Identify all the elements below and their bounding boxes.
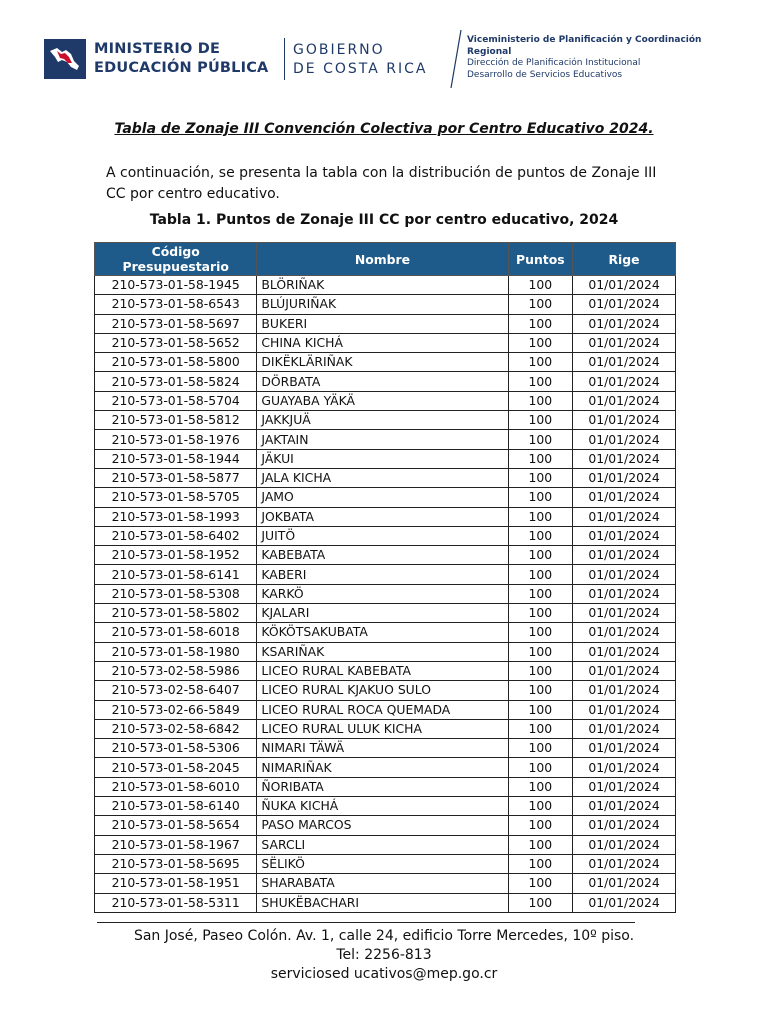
cell-rige: 01/01/2024: [573, 372, 676, 391]
cell-points: 100: [508, 777, 573, 796]
cell-name: SËLIKÖ: [257, 854, 508, 873]
table-row: [95, 468, 676, 487]
cell-points: 100: [508, 797, 573, 816]
table-row: [95, 758, 676, 777]
cell-name: ÑORIBATA: [257, 777, 508, 796]
cell-name: PASO MARCOS: [257, 816, 508, 835]
table-row: [95, 854, 676, 873]
cell-rige: 01/01/2024: [573, 411, 676, 430]
slanted-divider: [447, 28, 463, 90]
cell-rige: 01/01/2024: [573, 797, 676, 816]
cell-code: 210-573-01-58-1945: [95, 276, 257, 295]
cell-code: 210-573-01-58-5824: [95, 372, 257, 391]
cell-rige: 01/01/2024: [573, 719, 676, 738]
cell-name: DÖRBATA: [257, 372, 508, 391]
cell-rige: 01/01/2024: [573, 276, 676, 295]
ministry-name-line1: MINISTERIO DE: [94, 41, 221, 57]
cell-rige: 01/01/2024: [573, 391, 676, 410]
footer: [0, 927, 768, 984]
cell-points: 100: [508, 661, 573, 680]
table-row: [95, 739, 676, 758]
table-row: [95, 507, 676, 526]
cell-rige: 01/01/2024: [573, 893, 676, 912]
cell-rige: 01/01/2024: [573, 816, 676, 835]
cell-name: KJALARI: [257, 604, 508, 623]
table-row: [95, 546, 676, 565]
cell-code: 210-573-01-58-1952: [95, 546, 257, 565]
cell-points: 100: [508, 372, 573, 391]
cell-name: KABERI: [257, 565, 508, 584]
cell-points: 100: [508, 449, 573, 468]
cell-name: ÑUKA KICHÁ: [257, 797, 508, 816]
cell-rige: 01/01/2024: [573, 488, 676, 507]
cell-name: JALA KICHA: [257, 468, 508, 487]
table-row: [95, 276, 676, 295]
cell-name: BLÖRIÑAK: [257, 276, 508, 295]
cell-code: 210-573-01-58-5704: [95, 391, 257, 410]
table-row: [95, 797, 676, 816]
cell-rige: 01/01/2024: [573, 681, 676, 700]
cell-code: 210-573-01-58-2045: [95, 758, 257, 777]
cell-code: 210-573-01-58-5877: [95, 468, 257, 487]
table-row: [95, 391, 676, 410]
cell-rige: 01/01/2024: [573, 430, 676, 449]
cell-rige: 01/01/2024: [573, 623, 676, 642]
ministry-name: [94, 40, 268, 78]
cell-code: 210-573-01-58-1967: [95, 835, 257, 854]
letterhead: [0, 0, 768, 95]
cell-name: BLÚJURIÑAK: [257, 295, 508, 314]
cell-points: 100: [508, 546, 573, 565]
cell-code: 210-573-01-58-6140: [95, 797, 257, 816]
cell-rige: 01/01/2024: [573, 661, 676, 680]
table-row: [95, 411, 676, 430]
cell-name: LICEO RURAL KABEBATA: [257, 661, 508, 680]
cell-code: 210-573-01-58-5308: [95, 584, 257, 603]
cell-name: DIKËKLÄRIÑAK: [257, 353, 508, 372]
intro-paragraph: A continuación, se presenta la tabla con la distribución de puntos de Zonaje III CC por centro educativo.: [106, 165, 657, 202]
government-name-line1: GOBIERNO: [293, 42, 385, 58]
cell-points: 100: [508, 719, 573, 738]
cell-points: 100: [508, 681, 573, 700]
cell-code: 210-573-01-58-5306: [95, 739, 257, 758]
cell-code: 210-573-01-58-6402: [95, 526, 257, 545]
cell-name: LICEO RURAL ULUK KICHA: [257, 719, 508, 738]
table-row: [95, 777, 676, 796]
cell-points: 100: [508, 854, 573, 873]
cell-points: 100: [508, 276, 573, 295]
cell-points: 100: [508, 411, 573, 430]
table-row: [95, 604, 676, 623]
header-points: Puntos: [508, 243, 573, 276]
cell-name: JAKKJUÄ: [257, 411, 508, 430]
table-row: [95, 584, 676, 603]
cell-rige: 01/01/2024: [573, 854, 676, 873]
cell-rige: 01/01/2024: [573, 584, 676, 603]
cell-rige: 01/01/2024: [573, 526, 676, 545]
cell-name: GUAYABA YÄKÄ: [257, 391, 508, 410]
cell-code: 210-573-01-58-5800: [95, 353, 257, 372]
cell-points: 100: [508, 468, 573, 487]
cell-points: 100: [508, 333, 573, 352]
cell-points: 100: [508, 893, 573, 912]
cell-code: 210-573-01-58-6018: [95, 623, 257, 642]
footer-email: serviciosed ucativos@mep.go.cr: [270, 966, 498, 982]
cell-points: 100: [508, 739, 573, 758]
cell-points: 100: [508, 353, 573, 372]
cell-points: 100: [508, 835, 573, 854]
header-code-line2: Presupuestario: [122, 259, 229, 274]
cell-name: LICEO RURAL ROCA QUEMADA: [257, 700, 508, 719]
table-row: [95, 661, 676, 680]
cell-rige: 01/01/2024: [573, 874, 676, 893]
cell-rige: 01/01/2024: [573, 604, 676, 623]
cell-rige: 01/01/2024: [573, 295, 676, 314]
cell-name: KARKÖ: [257, 584, 508, 603]
cell-points: 100: [508, 584, 573, 603]
cell-rige: 01/01/2024: [573, 758, 676, 777]
cell-code: 210-573-01-58-5802: [95, 604, 257, 623]
costa-rica-map-icon: [44, 39, 86, 79]
header-divider: [284, 38, 285, 80]
cell-points: 100: [508, 391, 573, 410]
cell-name: NIMARI TÄWÄ: [257, 739, 508, 758]
table-row: [95, 314, 676, 333]
cell-rige: 01/01/2024: [573, 468, 676, 487]
cell-points: 100: [508, 488, 573, 507]
header-name: Nombre: [257, 243, 508, 276]
zonaje-table: [94, 242, 676, 913]
cell-code: 210-573-01-58-6010: [95, 777, 257, 796]
cell-rige: 01/01/2024: [573, 642, 676, 661]
cell-code: 210-573-01-58-1976: [95, 430, 257, 449]
cell-points: 100: [508, 507, 573, 526]
cell-rige: 01/01/2024: [573, 700, 676, 719]
cell-points: 100: [508, 565, 573, 584]
cell-points: 100: [508, 604, 573, 623]
table-row: [95, 295, 676, 314]
table-body: [95, 276, 676, 913]
cell-points: 100: [508, 295, 573, 314]
cell-code: 210-573-01-58-5705: [95, 488, 257, 507]
table-row: [95, 835, 676, 854]
cell-code: 210-573-01-58-5697: [95, 314, 257, 333]
mep-logo: [44, 39, 86, 79]
header-rige: Rige: [573, 243, 676, 276]
cell-code: 210-573-01-58-5654: [95, 816, 257, 835]
vice-ministry-line2: Regional: [467, 46, 512, 57]
cell-rige: 01/01/2024: [573, 777, 676, 796]
document-title: Tabla de Zonaje III Convención Colectiva por Centro Educativo 2024.: [114, 121, 654, 137]
cell-name: KÖKÖTSAKUBATA: [257, 623, 508, 642]
vice-ministry-line4: Desarrollo de Servicios Educativos: [467, 69, 623, 80]
table-row: [95, 700, 676, 719]
cell-name: KABEBATA: [257, 546, 508, 565]
table-row: [95, 372, 676, 391]
footer-phone: Tel: 2256-813: [336, 947, 432, 963]
cell-code: 210-573-01-58-5311: [95, 893, 257, 912]
table-row: [95, 526, 676, 545]
cell-points: 100: [508, 314, 573, 333]
cell-code: 210-573-01-58-5652: [95, 333, 257, 352]
cell-name: JAMO: [257, 488, 508, 507]
cell-name: SHUKËBACHARI: [257, 893, 508, 912]
cell-rige: 01/01/2024: [573, 314, 676, 333]
cell-rige: 01/01/2024: [573, 835, 676, 854]
table-row: [95, 430, 676, 449]
cell-rige: 01/01/2024: [573, 565, 676, 584]
table-row: [95, 623, 676, 642]
table-row: [95, 449, 676, 468]
cell-code: 210-573-02-66-5849: [95, 700, 257, 719]
footer-divider: [97, 922, 635, 923]
cell-name: JOKBATA: [257, 507, 508, 526]
cell-code: 210-573-01-58-1951: [95, 874, 257, 893]
table-row: [95, 719, 676, 738]
table-row: [95, 333, 676, 352]
table-caption: Tabla 1. Puntos de Zonaje III CC por centro educativo, 2024: [149, 212, 619, 228]
ministry-name-line2: EDUCACIÓN PÚBLICA: [94, 60, 269, 76]
cell-code: 210-573-01-58-1944: [95, 449, 257, 468]
vice-ministry-block: [467, 35, 701, 81]
table-row: [95, 488, 676, 507]
cell-name: CHINA KICHÁ: [257, 333, 508, 352]
cell-code: 210-573-02-58-6842: [95, 719, 257, 738]
table-header-row: [95, 243, 676, 276]
cell-points: 100: [508, 700, 573, 719]
cell-points: 100: [508, 758, 573, 777]
vice-ministry-line3: Dirección de Planificación Institucional: [467, 58, 641, 68]
cell-rige: 01/01/2024: [573, 449, 676, 468]
cell-code: 210-573-01-58-6543: [95, 295, 257, 314]
cell-code: 210-573-01-58-5695: [95, 854, 257, 873]
table-row: [95, 565, 676, 584]
cell-points: 100: [508, 816, 573, 835]
cell-code: 210-573-01-58-1993: [95, 507, 257, 526]
table-row: [95, 893, 676, 912]
cell-name: JAKTAIN: [257, 430, 508, 449]
government-name-line2: DE COSTA RICA: [293, 61, 428, 77]
cell-name: JÄKUI: [257, 449, 508, 468]
cell-name: BUKERI: [257, 314, 508, 333]
cell-name: NIMARIÑAK: [257, 758, 508, 777]
cell-code: 210-573-01-58-5812: [95, 411, 257, 430]
cell-points: 100: [508, 623, 573, 642]
cell-points: 100: [508, 430, 573, 449]
cell-code: 210-573-02-58-5986: [95, 661, 257, 680]
government-name: [293, 41, 427, 79]
cell-code: 210-573-01-58-1980: [95, 642, 257, 661]
cell-rige: 01/01/2024: [573, 507, 676, 526]
footer-address: San José, Paseo Colón. Av. 1, calle 24, edificio Torre Mercedes, 10º piso.: [133, 928, 635, 944]
cell-name: SARCLI: [257, 835, 508, 854]
cell-points: 100: [508, 874, 573, 893]
table-row: [95, 816, 676, 835]
cell-points: 100: [508, 526, 573, 545]
cell-rige: 01/01/2024: [573, 353, 676, 372]
table-row: [95, 874, 676, 893]
table-row: [95, 681, 676, 700]
cell-name: KSARIÑAK: [257, 642, 508, 661]
table-row: [95, 353, 676, 372]
cell-code: 210-573-01-58-6141: [95, 565, 257, 584]
cell-points: 100: [508, 642, 573, 661]
cell-rige: 01/01/2024: [573, 739, 676, 758]
cell-name: JUITÖ: [257, 526, 508, 545]
header-code-line1: Código: [151, 244, 200, 259]
cell-rige: 01/01/2024: [573, 546, 676, 565]
cell-name: LICEO RURAL KJAKUO SULO: [257, 681, 508, 700]
vice-ministry-line1: Viceministerio de Planificación y Coordinación: [467, 35, 702, 45]
table-row: [95, 642, 676, 661]
cell-name: SHARABATA: [257, 874, 508, 893]
header-code: [95, 243, 257, 276]
cell-code: 210-573-02-58-6407: [95, 681, 257, 700]
cell-rige: 01/01/2024: [573, 333, 676, 352]
